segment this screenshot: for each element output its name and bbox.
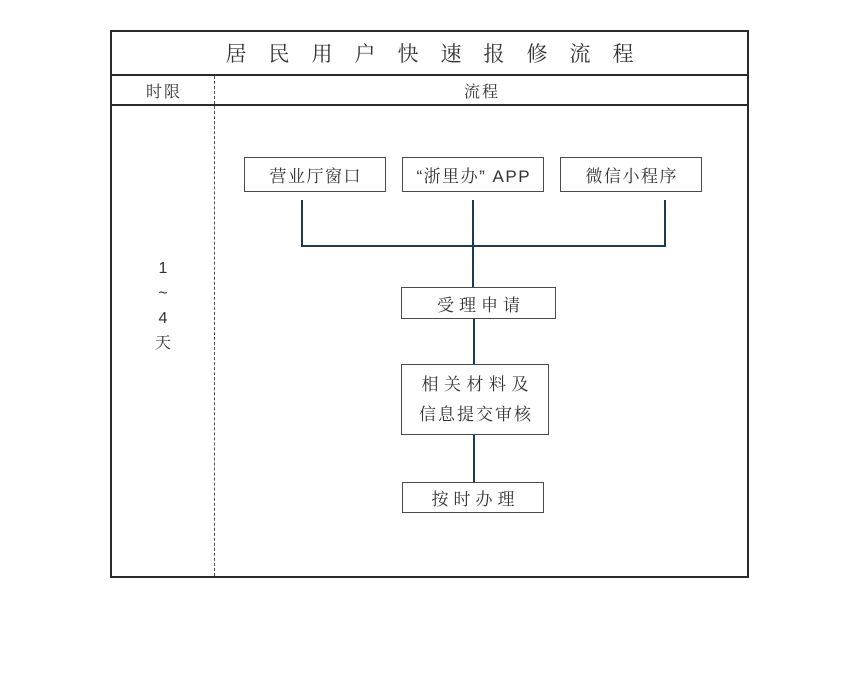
connector-v-review-to-process [473,435,475,482]
connector-v-wechat [664,200,666,245]
channel-box-label: 营业厅窗口 [269,167,362,186]
time-limit-line: 4 [158,310,168,327]
table-body [112,106,747,576]
step-box-on-time-processing [402,482,544,513]
connector-v-accept-to-review [473,319,475,364]
title-row [112,32,747,76]
channel-box-wechat-mini-program [560,157,702,192]
step-box-label-line2: 信息提交审核 [419,404,533,424]
flowchart-canvas [215,106,747,576]
channel-box-business-hall [244,157,386,192]
step-box-accept-application [401,287,556,319]
channel-box-label: “浙里办” APP [416,167,532,186]
time-limit-header-label: 时限 [145,83,182,101]
connector-v-center [472,200,474,287]
table-header-row [112,76,747,106]
step-box-label: 按时办理 [431,490,520,509]
time-limit-line: 1 [158,260,168,277]
channel-box-zheliban-app [402,157,544,192]
step-box-label-line1: 相关材料及 [421,374,534,394]
time-limit-cell [112,106,215,576]
time-limit-line: ~ [158,285,168,302]
process-header-label: 流程 [463,83,500,101]
step-box-label: 受理申请 [437,295,525,315]
time-limit-value [112,256,214,356]
connector-v-business-hall [301,200,303,245]
column-header-process [215,76,747,104]
step-box-materials-review [401,364,549,435]
time-limit-line: 天 [154,335,171,352]
connector-h-merge [301,245,666,247]
column-header-time-limit [112,76,215,104]
page-title: 居民用户快速报修流程 [225,43,656,66]
process-table [110,30,749,578]
channel-box-label: 微信小程序 [585,167,678,186]
